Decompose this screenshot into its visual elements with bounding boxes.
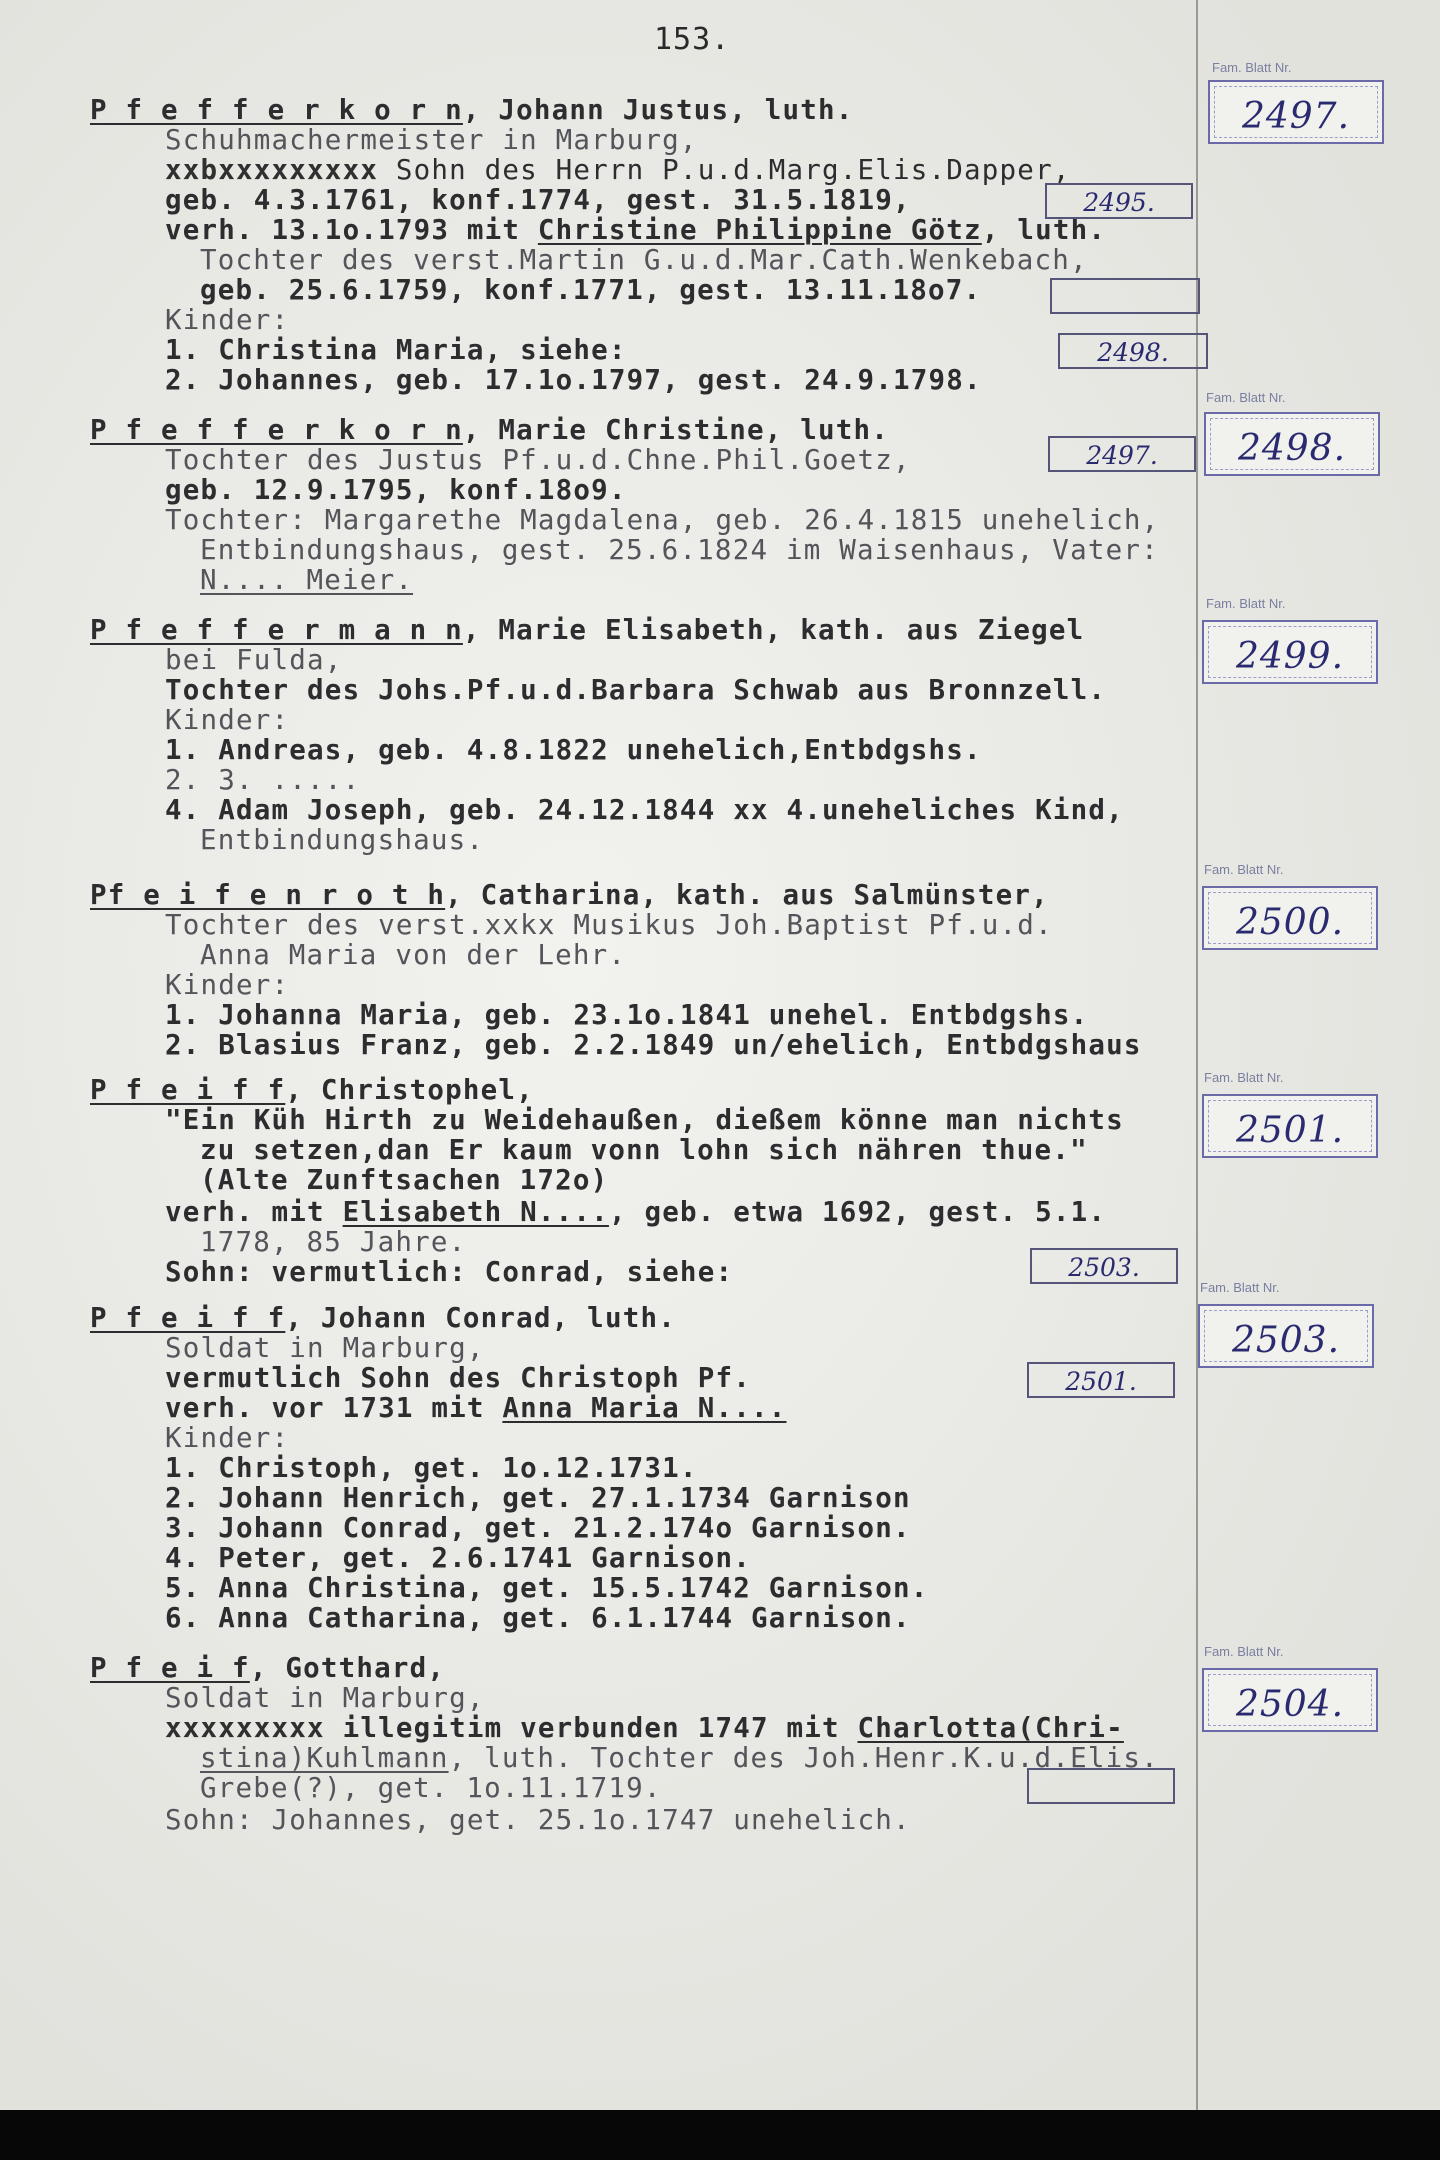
- fam-blatt-box: [1204, 412, 1380, 476]
- fam-blatt-box: [1208, 80, 1384, 144]
- reference-box-empty: [1050, 278, 1200, 314]
- fam-blatt-label: Fam. Blatt Nr.: [1212, 60, 1292, 75]
- entry-line: 4. Adam Joseph, geb. 24.12.1844 xx 4.uneheliches Kind,: [165, 794, 1124, 826]
- entry-heading: P f e f f e r m a n n, Marie Elisabeth, kath. aus Ziegel: [90, 614, 1085, 646]
- reference-number: 2495.: [1083, 188, 1155, 217]
- entry-heading: P f e i f f, Christophel,: [90, 1074, 534, 1106]
- entry-line: Tochter des Justus Pf.u.d.Chne.Phil.Goetz,: [165, 444, 911, 476]
- entry-line: stina)Kuhlmann, luth. Tochter des Joh.Henr.K.u.d.Elis.: [200, 1742, 1159, 1774]
- margin-rule: [1196, 0, 1198, 2110]
- reference-box: [1030, 1248, 1178, 1284]
- entry-heading: Pf e i f e n r o t h, Catharina, kath. aus Salmünster,: [90, 879, 1049, 911]
- fam-blatt-number: 2497.: [1241, 96, 1351, 137]
- entry-line: 1778, 85 Jahre.: [200, 1226, 467, 1258]
- entry-line: Kinder:: [165, 704, 290, 736]
- entry-line: 5. Anna Christina, get. 15.5.1742 Garnison.: [165, 1572, 929, 1604]
- entry-line: 2. Johann Henrich, get. 27.1.1734 Garnison: [165, 1482, 911, 1514]
- entry-line: 1. Christoph, get. 1o.12.1731.: [165, 1452, 698, 1484]
- entry-line: xxbxxxxxxxxx Sohn des Herrn P.u.d.Marg.Elis.Dapper,: [165, 154, 1071, 186]
- entry-line: Anna Maria von der Lehr.: [200, 939, 627, 971]
- entry-line: Tochter des verst.Martin G.u.d.Mar.Cath.Wenkebach,: [200, 244, 1088, 276]
- fam-blatt-box: [1202, 620, 1378, 684]
- reference-box-empty: [1027, 1768, 1175, 1804]
- fam-blatt-box: [1202, 1668, 1378, 1732]
- entry-line: verh. 13.1o.1793 mit Christine Philippine Götz, luth.: [165, 214, 1107, 246]
- fam-blatt-number: 2499.: [1235, 636, 1345, 677]
- reference-box: [1048, 436, 1196, 472]
- entry-line: Kinder:: [165, 969, 290, 1001]
- fam-blatt-box: [1202, 1094, 1378, 1158]
- entry-line: geb. 25.6.1759, konf.1771, gest. 13.11.18o7.: [200, 274, 982, 306]
- entry-line: 3. Johann Conrad, get. 21.2.174o Garnison.: [165, 1512, 911, 1544]
- page-number: 153.: [654, 22, 731, 57]
- entry-line: 1. Johanna Maria, geb. 23.1o.1841 unehel. Entbdgshs.: [165, 999, 1089, 1031]
- entry-line: Grebe(?), get. 1o.11.1719.: [200, 1772, 662, 1804]
- entry-line: geb. 4.3.1761, konf.1774, gest. 31.5.1819,: [165, 184, 911, 216]
- entry-line: 1. Andreas, geb. 4.8.1822 unehelich,Entbdgshs.: [165, 734, 982, 766]
- entry-line: Tochter des verst.xxkx Musikus Joh.Baptist Pf.u.d.: [165, 909, 1053, 941]
- fam-blatt-number: 2500.: [1235, 902, 1345, 943]
- fam-blatt-label: Fam. Blatt Nr.: [1200, 1280, 1280, 1295]
- reference-box: [1045, 183, 1193, 219]
- entry-line: 2. Johannes, geb. 17.1o.1797, gest. 24.9.1798.: [165, 364, 982, 396]
- entry-line: 6. Anna Catharina, get. 6.1.1744 Garnison.: [165, 1602, 911, 1634]
- fam-blatt-label: Fam. Blatt Nr.: [1206, 596, 1286, 611]
- fam-blatt-label: Fam. Blatt Nr.: [1204, 1644, 1284, 1659]
- reference-number: 2503.: [1068, 1253, 1140, 1282]
- reference-number: 2498.: [1097, 338, 1169, 367]
- fam-blatt-label: Fam. Blatt Nr.: [1206, 390, 1286, 405]
- entry-line: (Alte Zunftsachen 172o): [200, 1164, 609, 1196]
- entry-heading: P f e i f f, Johann Conrad, luth.: [90, 1302, 676, 1334]
- entry-line: verh. mit Elisabeth N...., geb. etwa 1692, gest. 5.1.: [165, 1196, 1107, 1228]
- fam-blatt-number: 2504.: [1235, 1684, 1345, 1725]
- entry-line: verh. vor 1731 mit Anna Maria N....: [165, 1392, 787, 1424]
- entry-line: geb. 12.9.1795, konf.18o9.: [165, 474, 627, 506]
- fam-blatt-box: [1198, 1304, 1374, 1368]
- entry-line: 1. Christina Maria, siehe:: [165, 334, 627, 366]
- entry-line: vermutlich Sohn des Christoph Pf.: [165, 1362, 751, 1394]
- entry-line: N.... Meier.: [200, 564, 414, 596]
- entry-line: Tochter des Johs.Pf.u.d.Barbara Schwab aus Bronnzell.: [165, 674, 1107, 706]
- scan-bottom-edge: [0, 2110, 1440, 2160]
- entry-line: bei Fulda,: [165, 644, 343, 676]
- fam-blatt-number: 2501.: [1235, 1110, 1345, 1151]
- entry-line: Sohn: vermutlich: Conrad, siehe:: [165, 1256, 734, 1288]
- entry-line: Entbindungshaus, gest. 25.6.1824 im Waisenhaus, Vater:: [200, 534, 1159, 566]
- entry-line: Kinder:: [165, 304, 290, 336]
- entry-line: Schuhmachermeister in Marburg,: [165, 124, 698, 156]
- fam-blatt-number: 2503.: [1231, 1320, 1341, 1361]
- entry-line: Sohn: Johannes, get. 25.1o.1747 unehelich.: [165, 1804, 911, 1836]
- entry-line: Soldat in Marburg,: [165, 1682, 485, 1714]
- entry-heading: P f e f f e r k o r n, Marie Christine, luth.: [90, 414, 890, 446]
- reference-number: 2497.: [1086, 441, 1158, 470]
- entry-line: 2. Blasius Franz, geb. 2.2.1849 un/ehelich, Entbdgshaus: [165, 1029, 1142, 1061]
- entry-heading: P f e f f e r k o r n, Johann Justus, luth.: [90, 94, 854, 126]
- entry-line: Soldat in Marburg,: [165, 1332, 485, 1364]
- entry-line: Kinder:: [165, 1422, 290, 1454]
- entry-line: Entbindungshaus.: [200, 824, 485, 856]
- entry-line: 2. 3. .....: [165, 764, 361, 796]
- entry-line: xxxxxxxxx illegitim verbunden 1747 mit Charlotta(Chri-: [165, 1712, 1124, 1744]
- entry-heading: P f e i f, Gotthard,: [90, 1652, 446, 1684]
- entry-line: zu setzen,dan Er kaum vonn lohn sich nähren thue.": [200, 1134, 1088, 1166]
- reference-box: [1058, 333, 1208, 369]
- reference-box: [1027, 1362, 1175, 1398]
- entry-line: 4. Peter, get. 2.6.1741 Garnison.: [165, 1542, 751, 1574]
- fam-blatt-number: 2498.: [1237, 428, 1347, 469]
- fam-blatt-label: Fam. Blatt Nr.: [1204, 1070, 1284, 1085]
- reference-number: 2501.: [1065, 1367, 1137, 1396]
- fam-blatt-label: Fam. Blatt Nr.: [1204, 862, 1284, 877]
- entry-line: "Ein Küh Hirth zu Weidehaußen, dießem könne man nichts: [165, 1104, 1124, 1136]
- fam-blatt-box: [1202, 886, 1378, 950]
- entry-line: Tochter: Margarethe Magdalena, geb. 26.4.1815 unehelich,: [165, 504, 1160, 536]
